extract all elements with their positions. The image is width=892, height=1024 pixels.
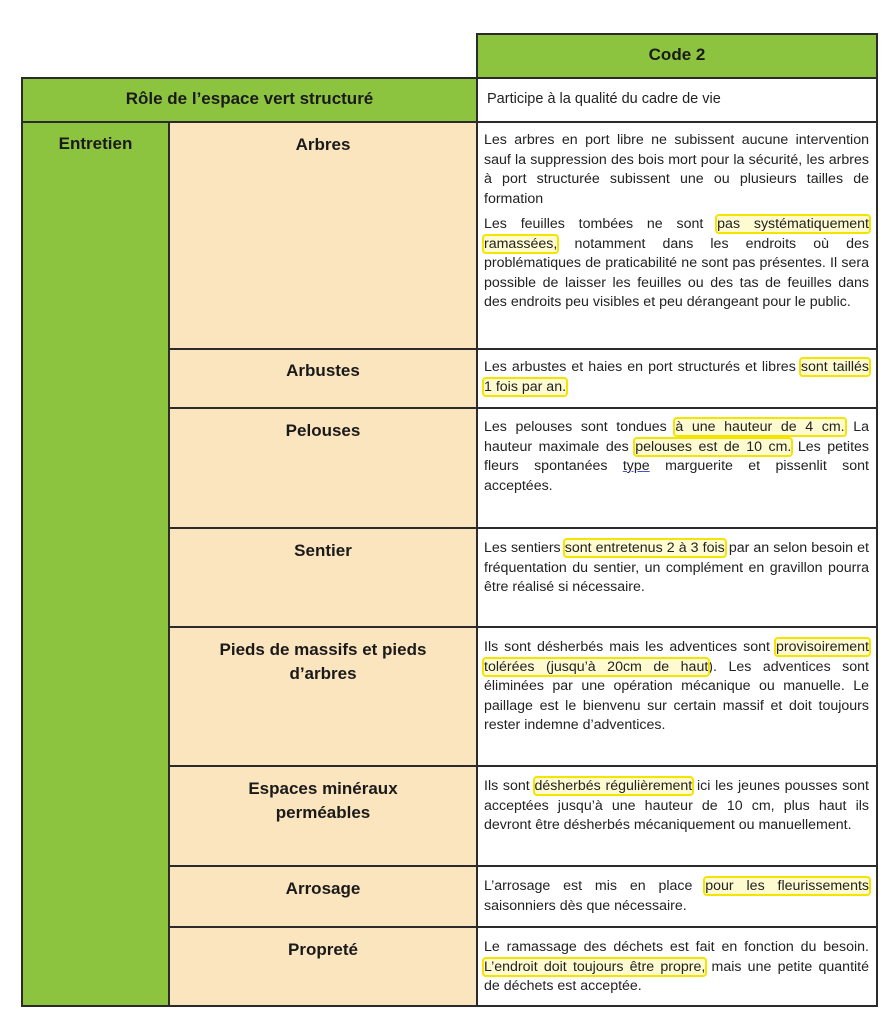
sentier-text-b: par an selon besoin et fréquentation du sentier, un complément en gravillon pourra être réalisé si nécessaire. bbox=[484, 540, 869, 595]
pelouses-text-b: La hauteur maximale des bbox=[484, 419, 869, 455]
proprete-text-a: Le ramassage des déchets est fait en fonction du besoin. bbox=[484, 939, 869, 955]
arbres-paragraph-2 bbox=[484, 215, 869, 313]
arbustes-highlight: sont taillés 1 fois par an. bbox=[484, 359, 870, 395]
sentier-highlight: sont entretenus 2 à 3 fois bbox=[564, 540, 725, 556]
arbustes-text-a: Les arbustes et haies en port structurés et libres bbox=[484, 359, 801, 375]
sentier-text-a: Les sentiers bbox=[484, 540, 565, 556]
grid-line bbox=[168, 121, 170, 1007]
row-description-pelouses bbox=[484, 418, 869, 496]
row-description-pieds-de-massifs bbox=[484, 638, 869, 736]
row-category-pieds-de-massifs: Pieds de massifs et pieds d’arbres bbox=[219, 640, 427, 683]
grid-line bbox=[168, 527, 878, 529]
pelouses-text-a: Les pelouses sont tondues bbox=[484, 419, 676, 435]
row-description-arbres bbox=[484, 131, 869, 319]
grid-line bbox=[168, 865, 878, 867]
pelouses-underlined-word: type bbox=[622, 458, 650, 474]
pieds-text-a: Ils sont désherbés mais les adventices sont bbox=[484, 639, 776, 655]
row-category-arrosage: Arrosage bbox=[285, 879, 361, 898]
row-description-arbustes bbox=[484, 358, 869, 397]
pelouses-highlight-1: à une hauteur de 4 cm. bbox=[675, 419, 845, 435]
section-label: Entretien bbox=[58, 134, 133, 153]
grid-line bbox=[168, 765, 878, 767]
pieds-highlight: provisoirement tolérées (jusqu’à 20cm de haut bbox=[484, 639, 869, 675]
grid-line bbox=[876, 33, 878, 1007]
arrosage-text-a: L’arrosage est mis en place bbox=[484, 878, 706, 894]
pelouses-text-d: marguerite et pissenlit sont acceptées. bbox=[484, 458, 869, 494]
row-category-proprete: Propreté bbox=[288, 940, 358, 959]
row-category-arbres: Arbres bbox=[295, 135, 351, 154]
arbres-text-a: Les feuilles tombées ne sont bbox=[484, 216, 718, 232]
role-value: Participe à la qualité du cadre de vie bbox=[487, 91, 721, 107]
proprete-highlight: L’endroit doit toujours être propre, bbox=[484, 958, 706, 975]
espaces-highlight: désherbés régulièrement bbox=[534, 778, 693, 794]
grid-line bbox=[168, 926, 878, 928]
grid-line bbox=[21, 121, 878, 123]
arbres-highlight: pas systématiquement ramassées, bbox=[484, 216, 869, 252]
proprete-text-b: mais une petite quantité de déchets est acceptée. bbox=[484, 958, 869, 994]
grid-line bbox=[21, 1005, 878, 1007]
row-category-pelouses: Pelouses bbox=[285, 421, 361, 440]
arrosage-highlight: pour les fleurissements bbox=[705, 878, 869, 894]
code-header-label: Code 2 bbox=[648, 45, 706, 64]
row-description-arrosage bbox=[484, 877, 869, 916]
grid-line bbox=[21, 77, 23, 1007]
arrosage-text-b: saisonniers dès que nécessaire. bbox=[484, 897, 687, 914]
espaces-text-a: Ils sont bbox=[484, 778, 535, 794]
row-description-sentier bbox=[484, 539, 869, 598]
arbres-text-b: notamment dans les endroits où des problématiques de praticabilité ne sont pas présentes. Il sera possible de laisser les feuilles ou des tas de feuilles dans des endroits peu visibles et peu dérangeant pour le public. bbox=[484, 235, 869, 310]
row-category-sentier: Sentier bbox=[294, 541, 352, 560]
grid-line bbox=[168, 348, 878, 350]
category-column bbox=[169, 122, 477, 1006]
row-description-espaces-mineraux bbox=[484, 777, 869, 836]
pelouses-highlight-2: pelouses est de 10 cm. bbox=[635, 438, 792, 455]
grid-line bbox=[476, 33, 878, 35]
row-category-espaces-mineraux: Espaces minéraux perméables bbox=[248, 779, 398, 822]
section-label-cell bbox=[22, 122, 169, 1006]
row-description-proprete bbox=[484, 938, 869, 997]
row-category-arbustes: Arbustes bbox=[286, 361, 360, 380]
pelouses-text-c: Les petites fleurs spontanées bbox=[484, 438, 869, 474]
grid-line bbox=[168, 407, 878, 409]
role-label: Rôle de l’espace vert structuré bbox=[125, 89, 374, 108]
grid-line bbox=[168, 626, 878, 628]
grid-line bbox=[476, 33, 478, 1007]
pieds-text-b: ). Les adventices sont éliminées par une opération mécanique ou manuelle. Le paillage est le bienvenu sur certain massif et doit toujours rester indemne d’adventices. bbox=[484, 658, 869, 733]
espaces-text-b: ici les jeunes pousses sont acceptées jusqu’à une hauteur de 10 cm, plus haut ils devront être désherbés mécaniquement ou manuellement. bbox=[484, 778, 869, 833]
grid-line bbox=[21, 77, 878, 79]
arbres-paragraph-1: Les arbres en port libre ne subissent aucune intervention sauf la suppression des bois mort pour la sécurité, les arbres à port structurée subissent une ou plusieurs tailles de formation bbox=[484, 132, 869, 207]
